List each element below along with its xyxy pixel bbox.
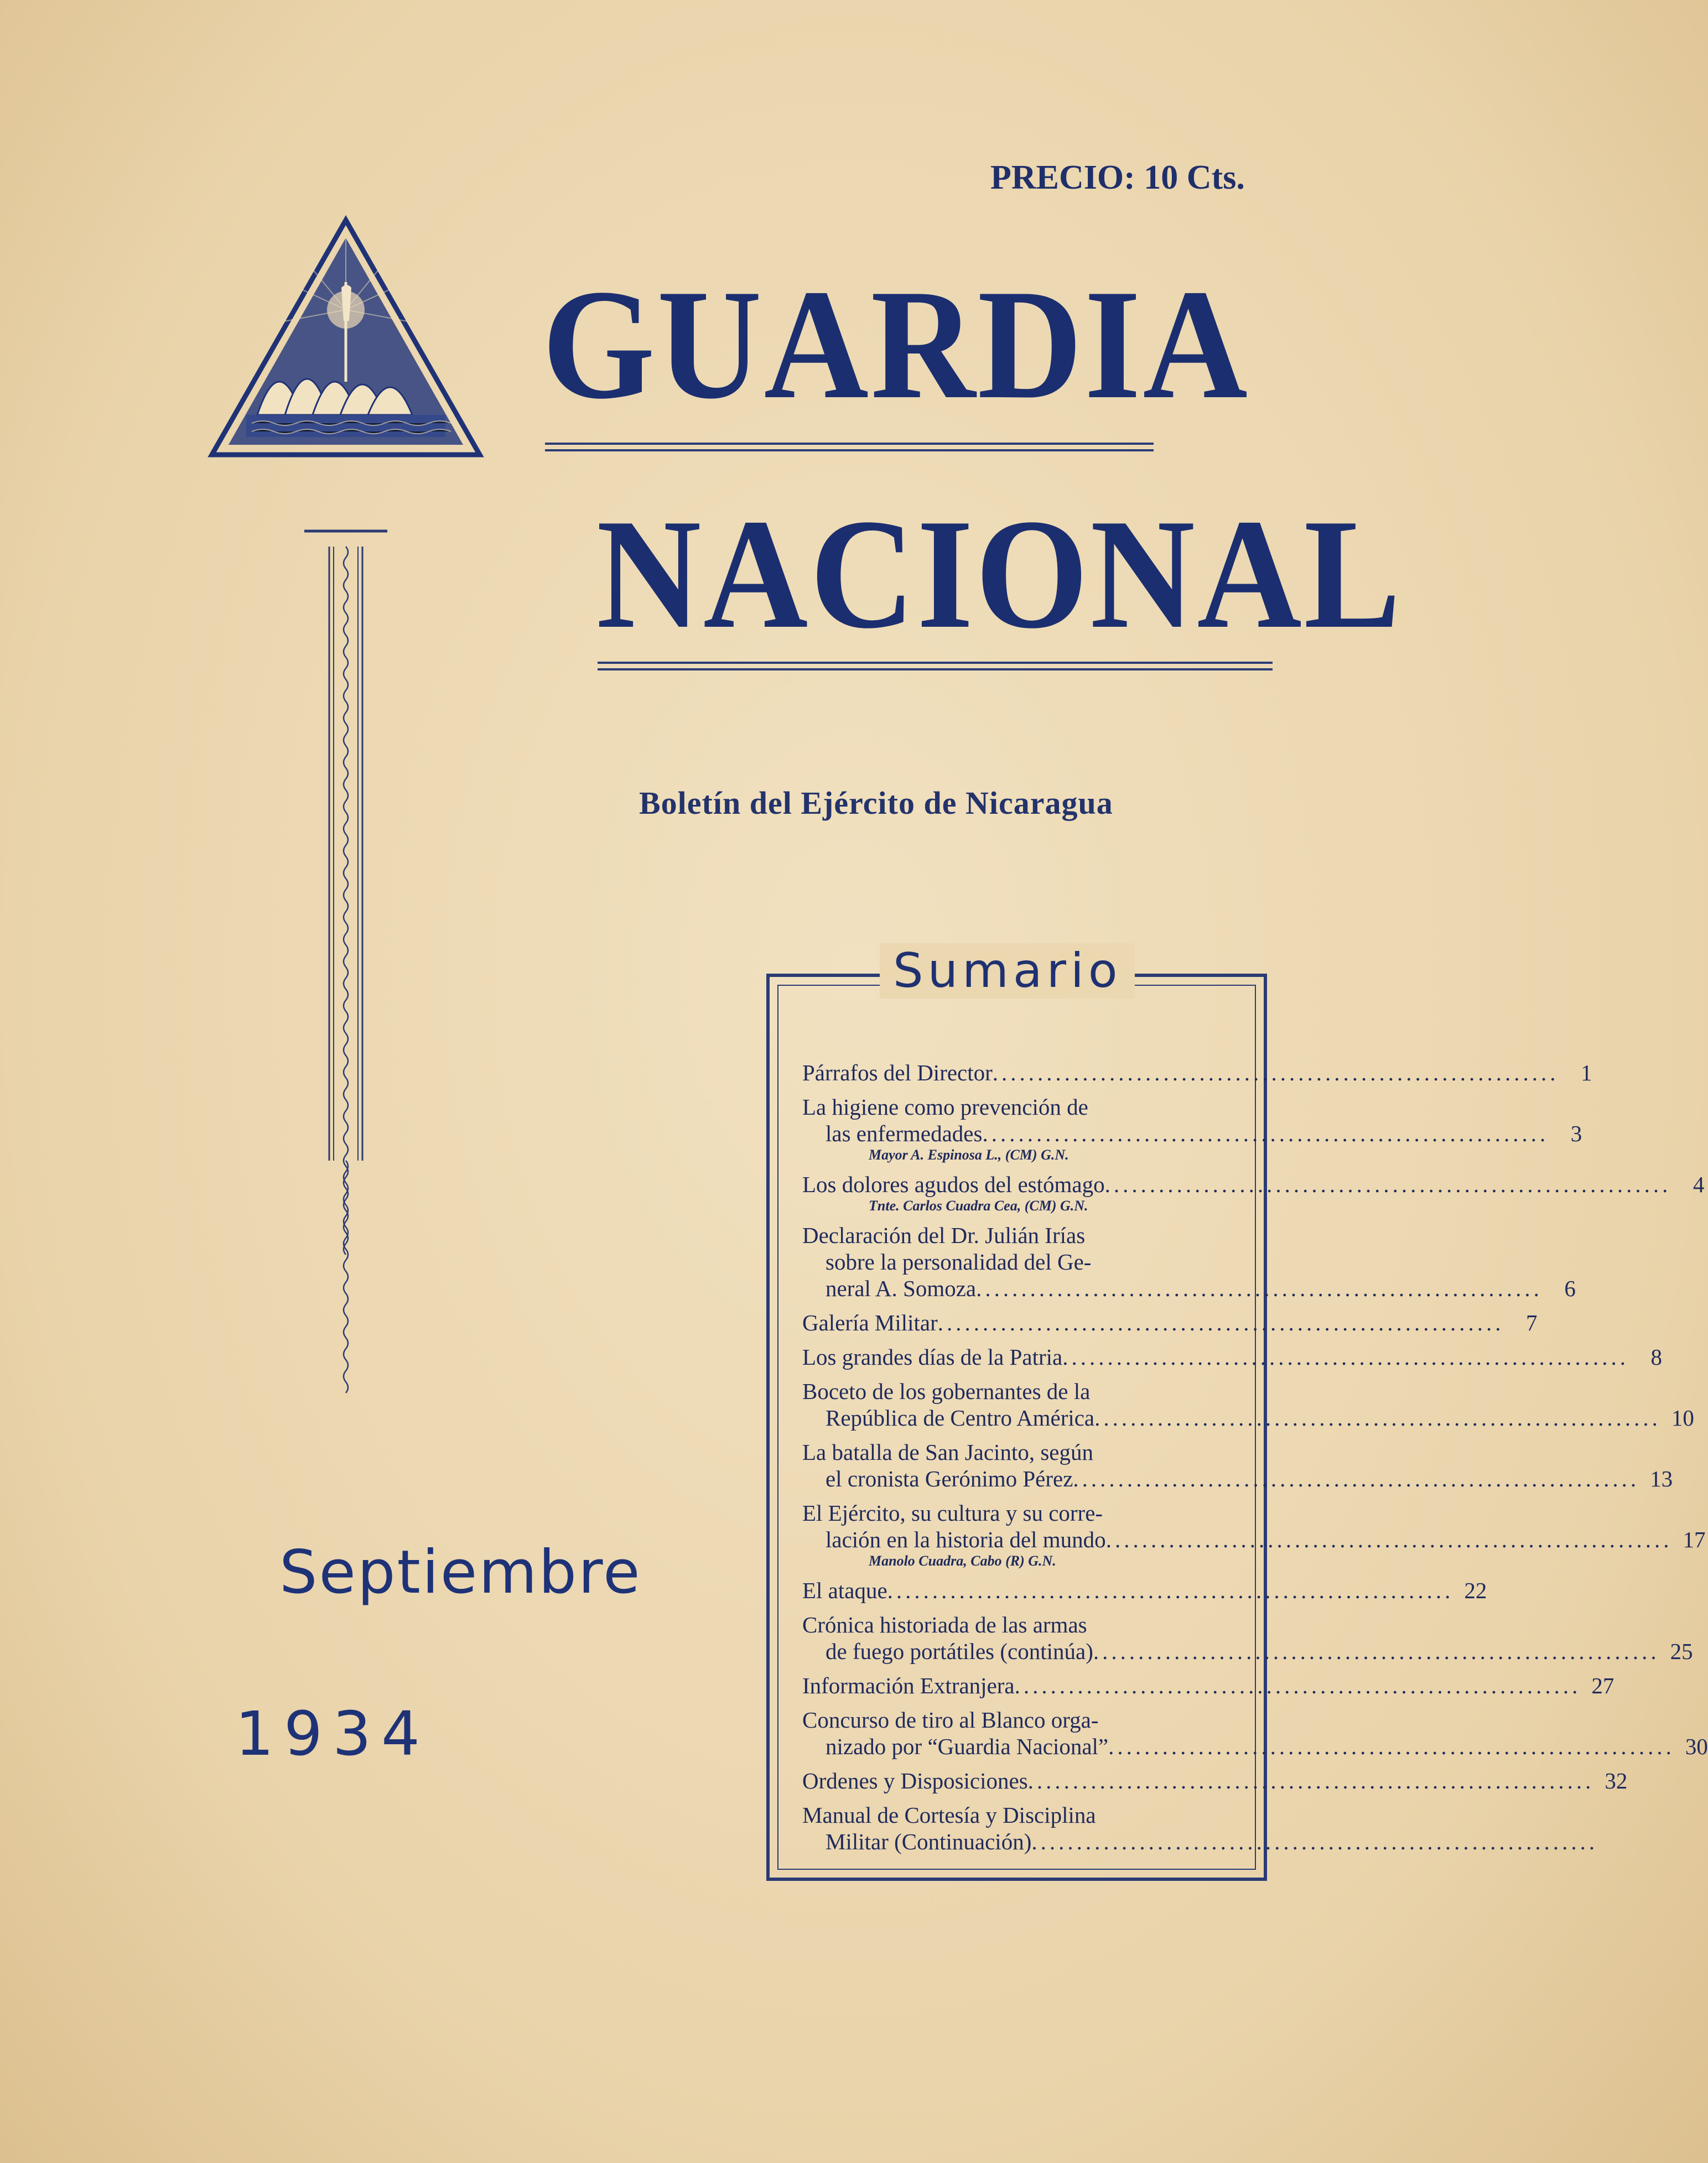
toc-entry-page: 25 [1670, 1639, 1693, 1664]
toc-leader-dots [1108, 1733, 1675, 1760]
toc-entry [802, 1171, 1705, 1214]
table-of-contents-title: Sumario [880, 943, 1135, 999]
toc-entry-page: 30 [1685, 1734, 1708, 1759]
toc-leader-dots [976, 1275, 1543, 1302]
issue-year: 1934 [235, 1698, 430, 1769]
toc-entry-title: neral A. Somoza [826, 1276, 977, 1301]
magazine-title-line2: NACIONAL [596, 486, 1403, 661]
table-of-contents-list [802, 1059, 1708, 1863]
toc-leader-dots [1106, 1526, 1673, 1553]
toc-entry-author: Tnte. Carlos Cuadra Cea, (CM) G.N. [869, 1198, 1088, 1214]
toc-entry-title: las enfermedades [826, 1121, 983, 1146]
nicaragua-triangle-emblem-icon [207, 216, 484, 459]
toc-entry-title: Boceto de los gobernantes de la [802, 1379, 1091, 1404]
issue-month: Septiembre [279, 1538, 642, 1607]
toc-entry-page: 1 [1581, 1060, 1592, 1085]
toc-entry-title: Crónica historiada de las armas [802, 1612, 1087, 1637]
toc-entry-title: La batalla de San Jacinto, según [802, 1439, 1093, 1465]
toc-entry-title: Declaración del Dr. Julián Irías [802, 1223, 1086, 1248]
magazine-subtitle: Boletín del Ejército de Nicaragua [639, 785, 1113, 821]
toc-entry-page: 7 [1526, 1310, 1538, 1335]
toc-entry-title: Militar (Continuación) [826, 1829, 1032, 1854]
toc-entry-title: de fuego portátiles (continúa) [826, 1639, 1093, 1664]
toc-leader-dots [1093, 1638, 1660, 1665]
toc-entry-title: Galería Militar [802, 1310, 938, 1335]
toc-entry-author: Manolo Cuadra, Cabo (R) G.N. [869, 1553, 1056, 1569]
toc-leader-dots [1094, 1405, 1661, 1431]
toc-entry [802, 1707, 1708, 1760]
toc-entry-title: El Ejército, su cultura y su corre- [802, 1500, 1103, 1526]
toc-entry [802, 1802, 1234, 1855]
toc-entry-page: 22 [1464, 1578, 1487, 1603]
toc-leader-dots [982, 1120, 1549, 1147]
toc-entry [802, 1767, 1628, 1794]
toc-entry-title: Los dolores agudos del estómago [802, 1172, 1105, 1197]
toc-entry-title: Manual de Cortesía y Disciplina [802, 1802, 1096, 1828]
toc-entry-page: 27 [1591, 1673, 1614, 1698]
toc-entry-page: 4 [1693, 1172, 1705, 1197]
toc-entry-page: 32 [1605, 1768, 1628, 1793]
toc-entry-page: 8 [1650, 1344, 1662, 1370]
toc-entry-title: La higiene como prevención de [802, 1094, 1088, 1120]
toc-entry [802, 1344, 1662, 1370]
toc-entry [802, 1309, 1538, 1336]
title-divider-top [545, 443, 1154, 451]
toc-leader-dots [938, 1309, 1504, 1336]
toc-entry-title: Los grandes días de la Patria [802, 1344, 1063, 1370]
toc-entry [802, 1378, 1694, 1431]
toc-entry [802, 1577, 1487, 1604]
toc-entry [802, 1059, 1592, 1086]
toc-entry [802, 1611, 1693, 1665]
toc-entry-title: Ordenes y Disposiciones [802, 1768, 1028, 1793]
toc-entry-page: 3 [1570, 1121, 1582, 1146]
toc-entry [802, 1439, 1673, 1492]
toc-leader-dots [1031, 1828, 1598, 1855]
toc-leader-dots [1015, 1672, 1581, 1699]
toc-leader-dots [1105, 1171, 1671, 1198]
toc-leader-dots [1073, 1465, 1639, 1492]
decorative-column-ornament [302, 524, 390, 1398]
magazine-title-line1: GUARDIA [542, 257, 1250, 431]
toc-entry [802, 1500, 1706, 1569]
toc-entry-title: lación en la historia del mundo [826, 1527, 1106, 1552]
toc-leader-dots [993, 1059, 1559, 1086]
toc-entry-title: República de Centro América [826, 1405, 1095, 1431]
toc-leader-dots [887, 1577, 1454, 1604]
toc-entry-page: 6 [1564, 1276, 1576, 1301]
toc-entry-page: 10 [1671, 1405, 1694, 1431]
toc-entry [802, 1094, 1582, 1163]
title-divider-bottom [598, 662, 1273, 670]
toc-entry-title: Concurso de tiro al Blanco orga- [802, 1707, 1099, 1733]
toc-entry-title: Información Extranjera [802, 1673, 1015, 1698]
toc-entry-author: Mayor A. Espinosa L., (CM) G.N. [869, 1147, 1069, 1163]
price-label: PRECIO: 10 Cts. [990, 159, 1245, 196]
toc-entry-title: el cronista Gerónimo Pérez [826, 1466, 1073, 1491]
toc-leader-dots [1028, 1767, 1595, 1794]
toc-entry-title: sobre la personalidad del Ge- [826, 1249, 1092, 1275]
toc-entry-title: Párrafos del Director [802, 1060, 993, 1085]
toc-entry-title: El ataque [802, 1578, 887, 1603]
toc-leader-dots [1062, 1344, 1629, 1370]
toc-entry-page: 13 [1650, 1466, 1673, 1491]
toc-entry [802, 1222, 1576, 1302]
toc-entry [802, 1672, 1614, 1699]
toc-entry-page: 17 [1683, 1527, 1706, 1552]
toc-entry-title: nizado por “Guardia Nacional” [826, 1734, 1109, 1759]
